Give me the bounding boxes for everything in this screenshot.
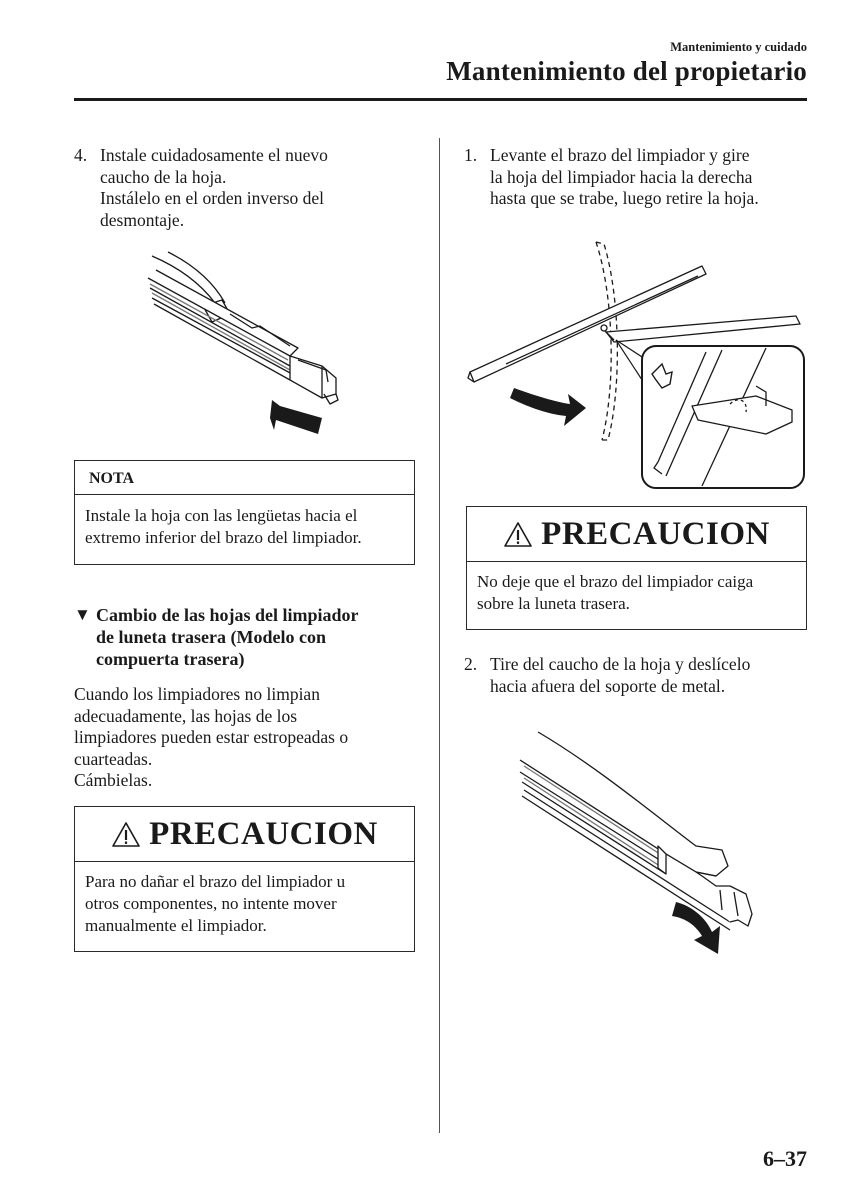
- caution-header: [75, 807, 414, 862]
- step-line: Levante el brazo del limpiador y gire: [490, 145, 750, 165]
- note-text: [75, 495, 414, 559]
- step-line: la hoja del limpiador hacia la derecha: [490, 166, 753, 187]
- caution-label: PRECAUCION: [541, 515, 770, 552]
- warning-triangle-icon: [503, 521, 533, 548]
- step-line: hacia afuera del soporte de metal.: [490, 675, 726, 696]
- heading-line: compuerta trasera): [96, 649, 245, 669]
- caution-text: [467, 562, 806, 625]
- paragraph-line: Cuando los limpiadores no limpian: [74, 684, 320, 704]
- step-2: [464, 654, 809, 697]
- step-text: [100, 145, 328, 231]
- heading-line: Cambio de las hojas del limpiador: [96, 605, 359, 625]
- step-number: 1.: [464, 145, 478, 165]
- section-label: Mantenimiento y cuidado: [670, 40, 807, 54]
- step-number: 2.: [464, 654, 478, 674]
- step-line: desmontaje.: [100, 209, 185, 230]
- intro-paragraph: [74, 684, 419, 792]
- note-box: [74, 460, 415, 565]
- blade-install-illustration: [140, 248, 360, 448]
- step-1: [464, 145, 809, 210]
- page-number: 6–37: [763, 1146, 807, 1171]
- caution-label: PRECAUCION: [149, 815, 378, 852]
- page-title: Mantenimiento del propietario: [446, 56, 807, 86]
- section-heading: [74, 604, 419, 670]
- paragraph-line: Cámbielas.: [74, 770, 153, 790]
- step-line: Instale cuidadosamente el nuevo: [100, 145, 328, 165]
- paragraph-line: limpiadores pueden estar estropeadas o: [74, 727, 349, 747]
- paragraph-line: adecuadamente, las hojas de los: [74, 705, 298, 726]
- step-line: Tire del caucho de la hoja y deslícelo: [490, 654, 751, 674]
- rotate-arrow-icon: [510, 388, 586, 426]
- step-number: 4.: [74, 145, 88, 165]
- column-divider: [439, 138, 440, 1133]
- step-line: hasta que se trabe, luego retire la hoja.: [490, 188, 759, 208]
- caution-line: manualmente el limpiador.: [85, 916, 267, 935]
- note-line: Instale la hoja con las lengüetas hacia el: [85, 506, 358, 525]
- step-text: [490, 654, 750, 697]
- caution-box-left: [74, 806, 415, 952]
- note-label: NOTA: [75, 461, 414, 495]
- caution-line: No deje que el brazo del limpiador caiga: [477, 572, 754, 591]
- heading-line: de luneta trasera (Modelo con: [96, 627, 326, 647]
- warning-triangle-icon: [111, 821, 141, 848]
- caution-text: [75, 862, 414, 947]
- note-line: extremo inferior del brazo del limpiador.: [85, 528, 362, 547]
- caution-line: Para no dañar el brazo del limpiador u: [85, 872, 346, 891]
- step-line: Instálelo en el orden inverso del: [100, 188, 325, 208]
- caution-box-right: [466, 506, 807, 630]
- rubber-slide-illustration: [516, 726, 760, 960]
- wiper-removal-illustration: [466, 236, 808, 492]
- caution-line: otros componentes, no intente mover: [85, 894, 337, 913]
- step-line: caucho de la hoja.: [100, 166, 227, 187]
- down-triangle-icon: ▼: [74, 605, 91, 624]
- push-arrow-icon: [270, 400, 322, 434]
- step-text: [490, 145, 759, 210]
- paragraph-line: cuarteadas.: [74, 748, 153, 769]
- pull-arrow-icon: [672, 902, 720, 954]
- caution-header: [467, 507, 806, 562]
- step-4: [74, 145, 414, 231]
- caution-line: sobre la luneta trasera.: [477, 594, 630, 613]
- header-rule: [74, 98, 807, 101]
